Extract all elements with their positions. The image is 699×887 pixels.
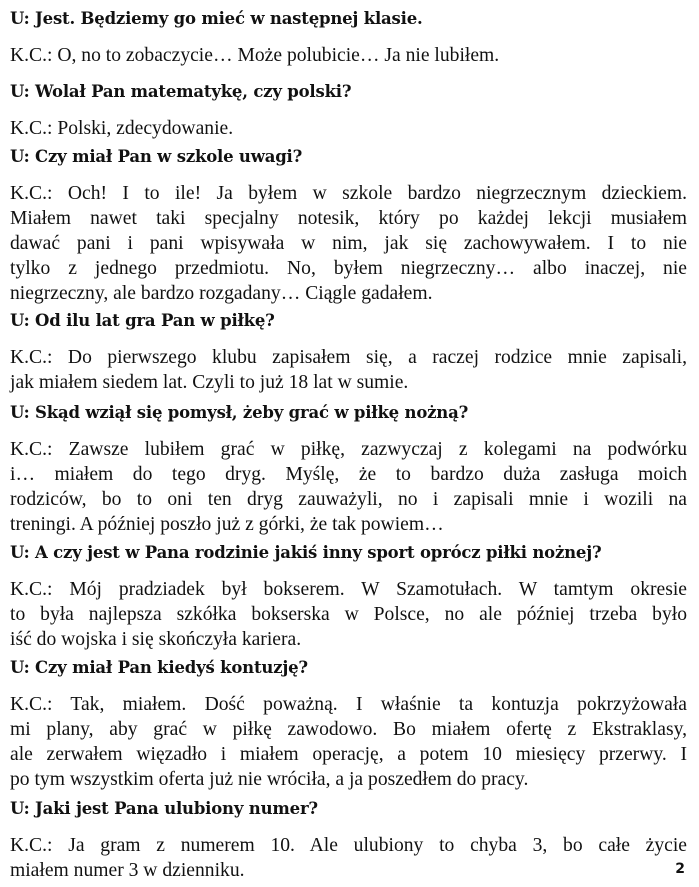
- answer-line: rodziców, bo to oni ten dryg zauważyli, no i zapisali mnie i wozili na: [10, 489, 687, 510]
- interview-answer: [10, 345, 687, 395]
- answer-line: K.C.: Tak, miałem. Dość poważną. I właśnie ta kontuzja pokrzyżowała: [10, 694, 687, 715]
- answer-line: miałem numer 3 w dzienniku.: [10, 860, 245, 881]
- answer-line: K.C.: Ja gram z numerem 10. Ale ulubiony to chyba 3, bo całe życie: [10, 835, 687, 856]
- answer-line: jak miałem siedem lat. Czyli to już 18 lat w sumie.: [10, 372, 409, 393]
- interview-answer: [10, 116, 687, 141]
- answer-line: K.C.: Do pierwszego klubu zapisałem się, a raczej rodzice mnie zapisali,: [10, 347, 687, 368]
- answer-line: K.C.: Och! I to ile! Ja byłem w szkole bardzo niegrzecznym dzieckiem.: [10, 183, 687, 204]
- answer-line: po tym wszystkim oferta już nie wróciła, a ja poszedłem do pracy.: [10, 769, 529, 790]
- interview-question: U: Czy miał Pan kiedyś kontuzję?: [10, 658, 308, 677]
- interview-answer: [10, 181, 687, 306]
- answer-line: niegrzeczny, ale bardzo rozgadany… Ciągle gadałem.: [10, 283, 433, 304]
- answer-line: iść do wojska i się skończyła kariera.: [10, 629, 302, 650]
- interview-answer: [10, 437, 687, 537]
- interview-answer: [10, 577, 687, 652]
- answer-line: treningi. A później poszło już z górki, że tak powiem…: [10, 514, 444, 535]
- interview-answer: [10, 43, 687, 68]
- answer-line: ale zerwałem więzadło i miałem operację, a potem 10 miesięcy przerwy. I: [10, 744, 687, 765]
- interview-question: U: Skąd wziął się pomysł, żeby grać w piłkę nożną?: [10, 403, 469, 422]
- interview-question: U: Czy miał Pan w szkole uwagi?: [10, 147, 303, 166]
- answer-line: K.C.: Polski, zdecydowanie.: [10, 118, 234, 139]
- interview-question: U: A czy jest w Pana rodzinie jakiś inny sport oprócz piłki nożnej?: [10, 543, 602, 562]
- answer-line: tylko z jednego przedmiotu. No, byłem niegrzeczny… albo inaczej, nie: [10, 258, 687, 279]
- answer-line: K.C.: Zawsze lubiłem grać w piłkę, zazwyczaj z kolegami na podwórku: [10, 439, 687, 460]
- interview-question: U: Wolał Pan matematykę, czy polski?: [10, 82, 352, 101]
- answer-line: Miałem nawet taki specjalny notesik, który po każdej lekcji musiałem: [10, 208, 687, 229]
- interview-answer: [10, 833, 687, 883]
- interview-question: U: Jaki jest Pana ulubiony numer?: [10, 799, 318, 818]
- interview-answer: [10, 692, 687, 792]
- interview-question: U: Jest. Będziemy go mieć w następnej klasie.: [10, 9, 423, 28]
- interview-question: U: Od ilu lat gra Pan w piłkę?: [10, 311, 275, 330]
- answer-line: dawać pani i pani wpisywała w nim, jak się zachowywałem. I to nie: [10, 233, 687, 254]
- answer-line: K.C.: Mój pradziadek był bokserem. W Szamotułach. W tamtym okresie: [10, 579, 687, 600]
- answer-line: mi plany, aby grać w piłkę zawodowo. Bo miałem ofertę z Ekstraklasy,: [10, 719, 687, 740]
- page-number: 2: [675, 861, 685, 877]
- answer-line: K.C.: O, no to zobaczycie… Może polubicie… Ja nie lubiłem.: [10, 45, 500, 66]
- answer-line: to była najlepsza szkółka bokserska w Polsce, no ale później trzeba było: [10, 604, 687, 625]
- answer-line: i… miałem do tego dryg. Myślę, że to bardzo duża zasługa moich: [10, 464, 687, 485]
